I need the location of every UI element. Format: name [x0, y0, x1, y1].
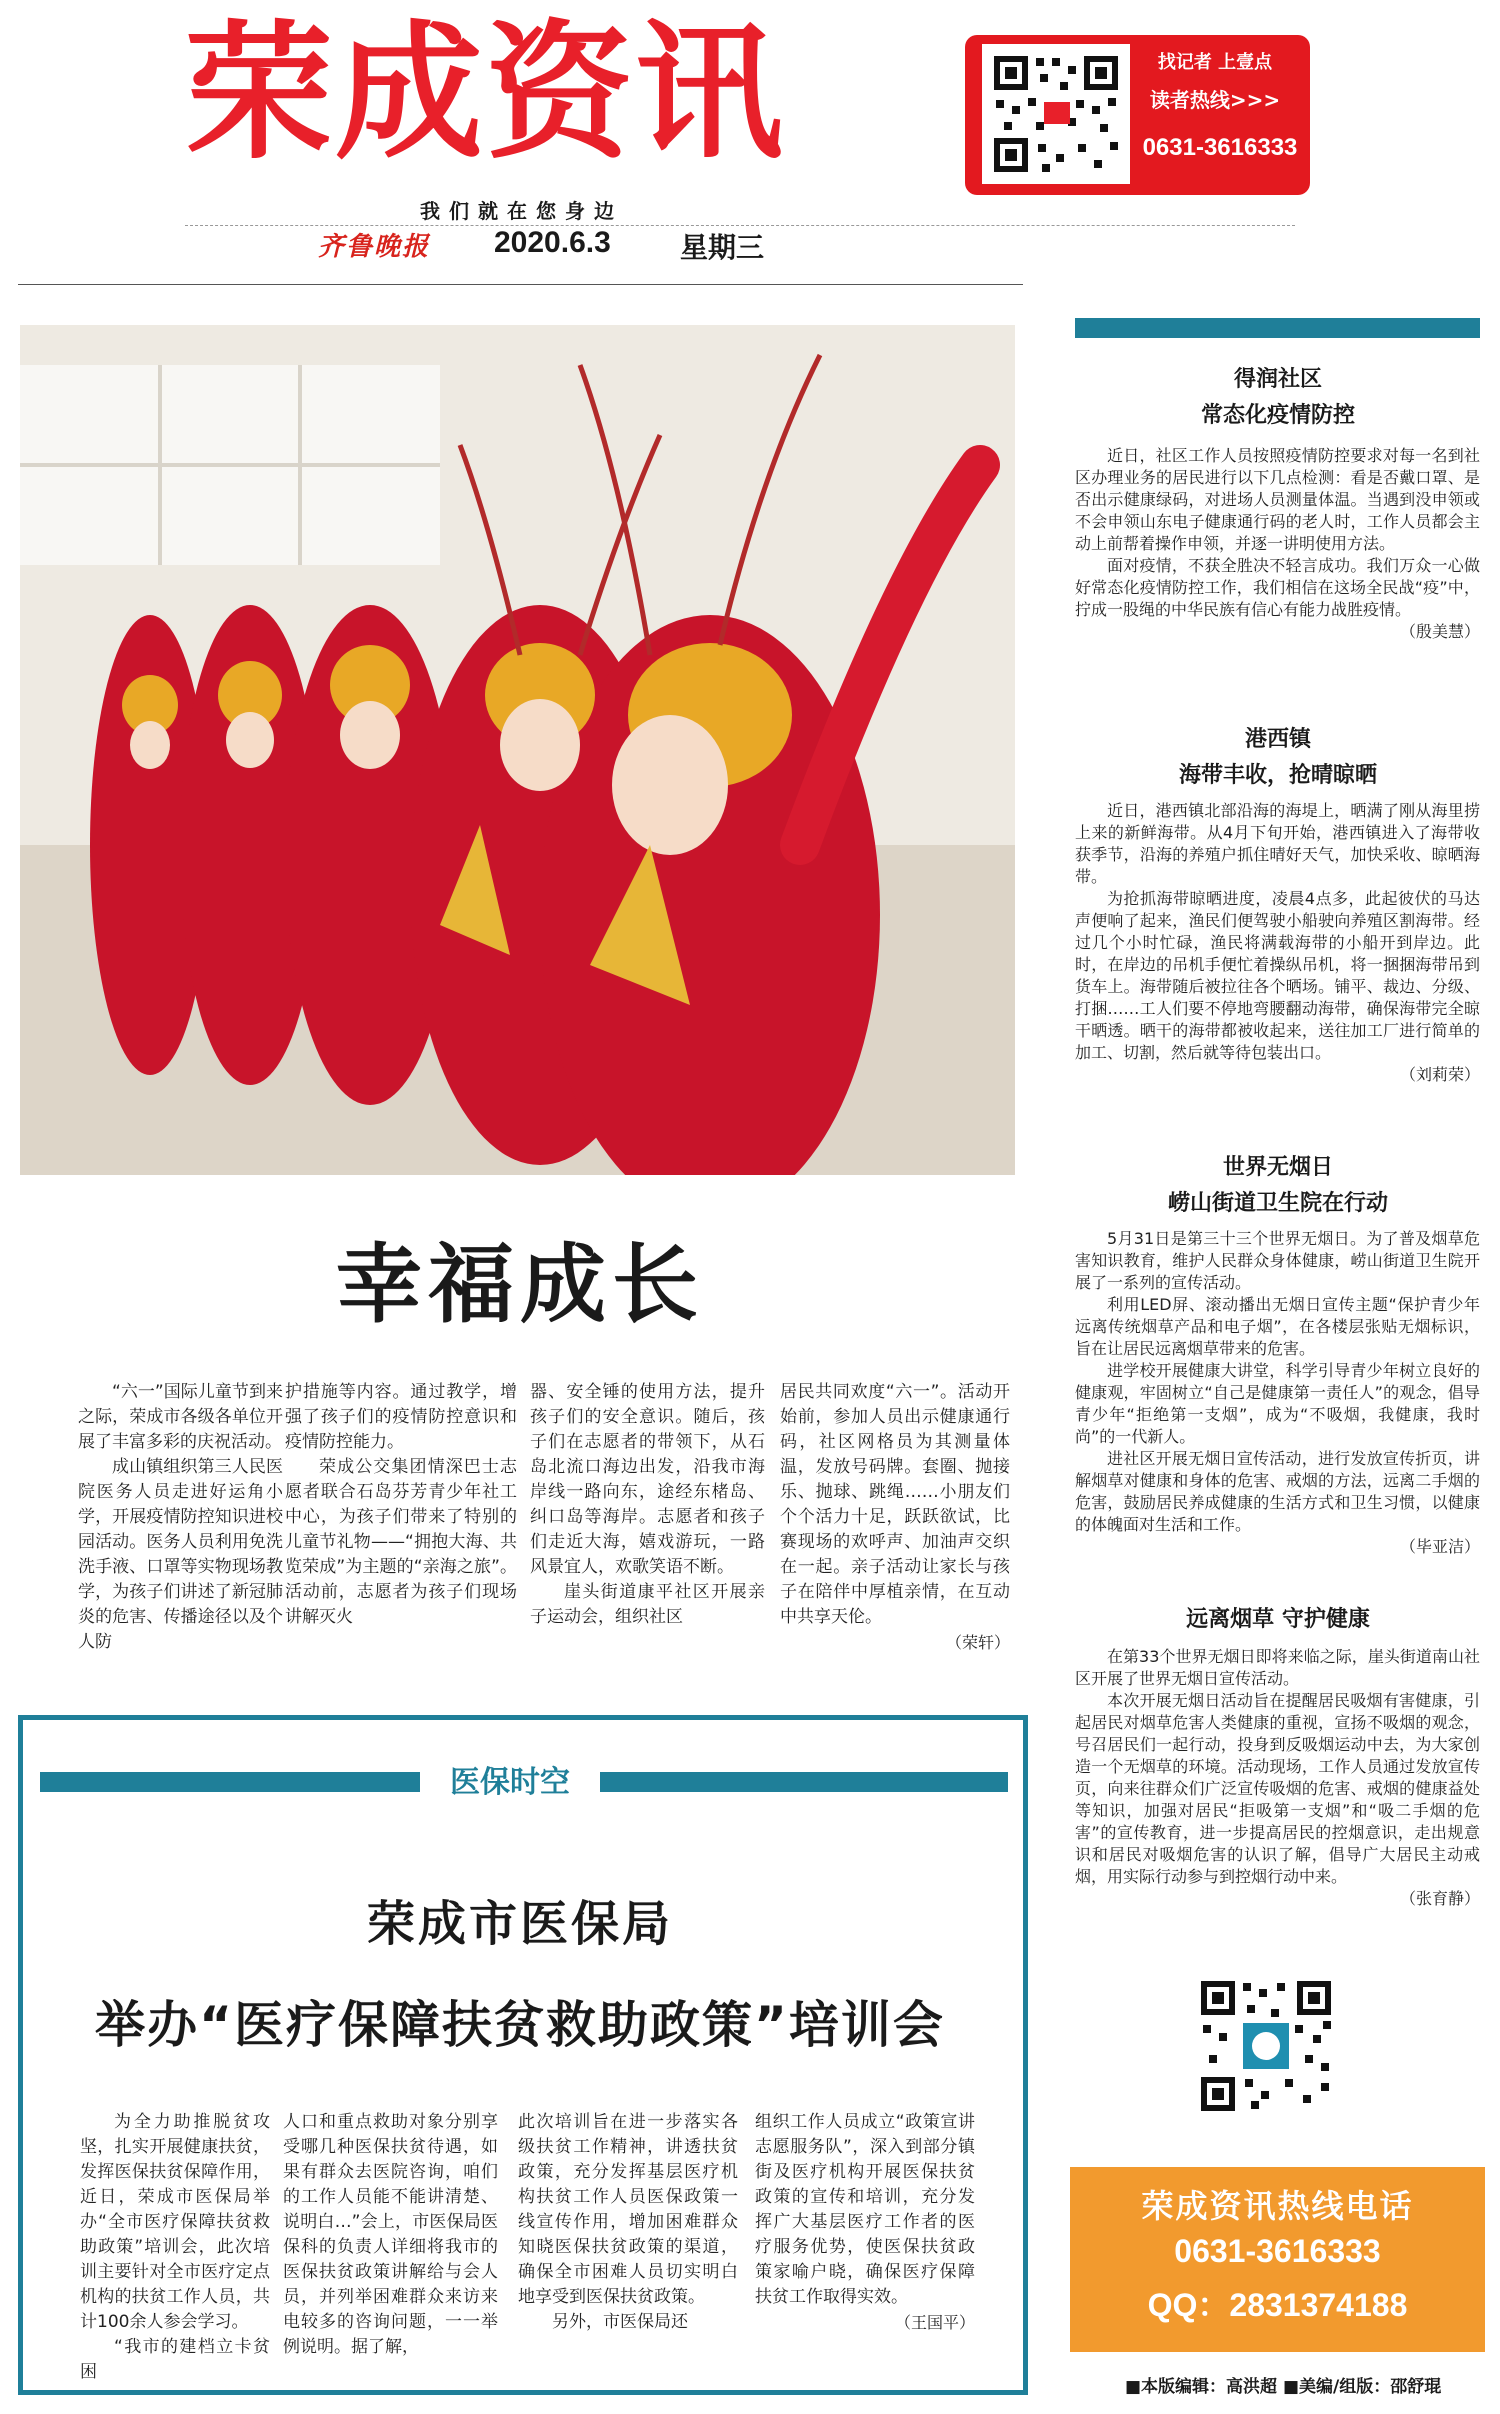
- section-divider: [18, 284, 1023, 285]
- yibao-col2-p1: 人口和重点救助对象分别享受哪几种医保扶贫待遇，如果有群众去医院咨询，咱们的工作人员能不能讲清楚、说明白…”会上，市医保局医保科的负责人详细将我市的医保扶贫政策讲解给与会人员，并列举困难群众来访来电较多的咨询问题，一一举例说明。据了解，: [283, 2112, 498, 2357]
- a2-headline-2: 海带丰收，抢晴晾晒: [1178, 763, 1377, 788]
- yibao-col3-p1: 此次培训旨在进一步落实各级扶贫工作精神，讲透扶贫政策，充分发挥基层医疗机构扶贫工作人员医保政策一线宣传作用，增加困难群众知晓医保扶贫政策的渠道，确保全市困难人员切实明白地享受到医保扶贫政策。: [518, 2112, 738, 2307]
- a1-byline: （殷美慧）: [1399, 622, 1480, 641]
- yibao-col2: [283, 2110, 498, 2360]
- a3-body: [1075, 1228, 1480, 1558]
- yibao-col3-p2: 另外，市医保局还: [552, 2312, 688, 2332]
- a2-p2: 为抢抓海带晾晒进度，凌晨4点多，此起彼伏的马达声便响了起来，渔民们便驾驶小船驶向养殖区割海带。经过几个小时忙碌，渔民将满载海带的小船开到岸边。此时，在岸边的吊机手便忙着操纵吊机，将一捆捆海带吊到货车上。海带随后被拉往各个晒场。铺平、裁边、分级、打捆……工人们要不停地弯腰翻动海带，确保海带完全晾干晒透。晒干的海带都被收起来，送往加工厂进行简单的加工、切割，然后就等待包装出口。: [1075, 889, 1480, 1062]
- main-article-col4: [780, 1380, 1010, 1680]
- a3-p1: 5月31日是第三十三个世界无烟日。为了普及烟草危害知识教育，维护人民群众身体健康，崂山街道卫生院开展了一系列的宣传活动。: [1075, 1229, 1480, 1292]
- paper-logo: 齐鲁晚报: [318, 232, 431, 262]
- a1-headline-2: 常态化疫情防控: [1200, 403, 1355, 428]
- a2-p1: 近日，港西镇北部沿海的海堤上，晒满了刚从海里捞上来的新鲜海带。从4月下旬开始，港西镇进入了海带收获季节，沿海的养殖户抓住晴好天气，加快采收、晾晒海带。: [1075, 801, 1480, 886]
- main-article-col3: [530, 1380, 765, 1680]
- masthead-slogan: 我们就在您身边: [420, 199, 623, 223]
- main-col2-p1: 护措施等内容。通过教学，增强了孩子们的疫情防控意识和疫情防控能力。: [285, 1382, 517, 1452]
- main-col2-p2: 荣成公交集团情深巴士志愿者联合石岛芬芳青少年社工中心，为孩子们带来了特别的儿童节礼物——“拥抱大海、共览荣成”为主题的“亲海之旅”。活动前，志愿者为孩子们现场讲解灭火: [285, 1457, 517, 1627]
- a3-byline: （毕亚洁）: [1399, 1537, 1480, 1556]
- card-reader-hotline: 读者热线>>>: [1149, 88, 1281, 112]
- a1-headline-1: 得润社区: [1233, 367, 1322, 392]
- a1-body: [1075, 445, 1480, 643]
- yibao-title-line1: 荣成市医保局: [366, 1896, 673, 1952]
- right-column-bar: [1075, 318, 1480, 338]
- yibao-byline: （王国平）: [894, 2313, 975, 2332]
- a4-body: [1075, 1646, 1480, 1910]
- main-article-col2: [285, 1380, 517, 1680]
- page-credits: ■本版编辑：高洪超 ■美编/组版：邵舒琨: [1125, 2377, 1442, 2397]
- a1-p1: 近日，社区工作人员按照疫情防控要求对每一名到社区办理业务的居民进行以下几点检测：看是否戴口罩、是否出示健康绿码，对进场人员测量体温。当遇到没申领或不会申领山东电子健康通行码的老人时，工作人员都会主动上前帮着操作申领，并逐一讲明使用方法。: [1075, 446, 1480, 553]
- issue-weekday: 星期三: [680, 231, 765, 264]
- a4-headline: 远离烟草 守护健康: [1186, 1607, 1370, 1632]
- a3-p2: 利用LED屏、滚动播出无烟日宣传主题“保护青少年远离传统烟草产品和电子烟”，在各楼层张贴无烟标识，旨在让居民远离烟草带来的危害。: [1075, 1295, 1480, 1358]
- hotline-phone[interactable]: 0631-3616333: [1174, 2233, 1381, 2269]
- a2-headline-1: 港西镇: [1244, 727, 1311, 752]
- a4-byline: （张育静）: [1399, 1889, 1480, 1908]
- main-headline: 幸福成长: [336, 1235, 704, 1335]
- main-col4-p1: 居民共同欢度“六一”。活动开始前，参加人员出示健康通行码，社区网格员为其测量体温，发放号码牌。套圈、抛接乐、抛球、跳绳……小朋友们个个活力十足，跃跃欲试，比赛现场的欢呼声、加油声交织在一起。亲子活动让家长与孩子在陪伴中厚植亲情，在互动中共享天伦。: [780, 1382, 1010, 1627]
- card-phone[interactable]: 0631-3616333: [1142, 134, 1298, 161]
- a2-byline: （刘莉荣）: [1399, 1065, 1480, 1084]
- main-article-col1: [78, 1380, 283, 1680]
- a2-body: [1075, 800, 1480, 1086]
- main-col1-p2: 成山镇组织第三人民医院医务人员走进好运角小学，开展疫情防控知识进校园活动。医务人员利用免洗洗手液、口罩等实物现场教学，为孩子们讲述了新冠肺炎的危害、传播途径以及个人防: [78, 1457, 283, 1652]
- issue-date: 2020.6.3: [494, 226, 611, 259]
- yibao-col4: [755, 2110, 975, 2335]
- yibao-title-line2: 举办“医疗保障扶贫救助政策”培训会: [95, 1996, 945, 2054]
- qr-code-icon[interactable]: [982, 44, 1130, 184]
- main-col1-p1: “六一”国际儿童节到来之际，荣成市各级各单位开展了丰富多彩的庆祝活动。: [78, 1382, 283, 1452]
- a3-headline-1: 世界无烟日: [1222, 1155, 1333, 1180]
- yibao-col4-p1: 组织工作人员成立“政策宣讲志愿服务队”，深入到部分镇街及医疗机构开展医保扶贫政策的宣传和培训，充分发挥广大基层医疗工作者的医疗服务优势，使医保扶贫政策家喻户晓，确保医疗保障扶贫工作取得实效。: [755, 2112, 975, 2307]
- a3-p4: 进社区开展无烟日宣传活动，进行发放宣传折页，讲解烟草对健康和身体的危害、戒烟的方法，远离二手烟的危害，鼓励居民养成健康的生活方式和卫生习惯，以健康的体魄面对生活和工作。: [1075, 1449, 1480, 1534]
- a4-p2: 本次开展无烟日活动旨在提醒居民吸烟有害健康，引起居民对烟草危害人类健康的重视，宣扬不吸烟的观念，号召居民们一起行动，投身到反吸烟运动中去，为大家创造一个无烟草的环境。活动现场，工作人员通过发放宣传页，向来往群众们广泛宣传吸烟的危害、戒烟的健康益处等知识，加强对居民“拒吸第一支烟”和“吸二手烟的危害”的宣传教育，进一步提高居民的控烟意识，走出规意识和居民对吸烟危害的认识了解，倡导广大居民主动戒烟，用实际行动参与到控烟行动中来。: [1075, 1691, 1480, 1886]
- children-opera-dance-photo: [20, 325, 1015, 1175]
- yibao-col3: [518, 2110, 738, 2335]
- main-col3-p1: 器、安全锤的使用方法，提升孩子们的安全意识。随后，孩子们在志愿者的带领下，从石岛北流口海边出发，沿我市海岸线一路向东，途经东楮岛、纠口岛等海岸。志愿者和孩子们走近大海，嬉戏游玩，一路风景宜人，欢歌笑语不断。: [530, 1382, 765, 1577]
- a3-p3: 进学校开展健康大讲堂，科学引导青少年树立良好的健康观，牢固树立“自己是健康第一责任人”的观念，倡导青少年“拒绝第一支烟”，成为“不吸烟，我健康，我时尚”的一代新人。: [1075, 1361, 1480, 1446]
- hotline-title: 荣成资讯热线电话: [1141, 2187, 1414, 2225]
- card-slogan: 找记者 上壹点: [1157, 52, 1273, 73]
- yibao-col1: [80, 2110, 270, 2385]
- a3-headline-2: 崂山街道卫生院在行动: [1167, 1191, 1388, 1216]
- masthead-title: 荣成资讯: [185, 7, 785, 179]
- main-col3-p2: 崖头街道康平社区开展亲子运动会，组织社区: [530, 1582, 765, 1627]
- yibao-col1-p2: “我市的建档立卡贫困: [80, 2337, 270, 2382]
- qr-code-icon[interactable]: [1195, 1975, 1337, 2117]
- a4-p1: 在第33个世界无烟日即将来临之际，崖头街道南山社区开展了世界无烟日宣传活动。: [1075, 1647, 1480, 1688]
- main-byline: （荣轩）: [945, 1633, 1010, 1652]
- yibao-col1-p1: 为全力助推脱贫攻坚，扎实开展健康扶贫，发挥医保扶贫保障作用，近日，荣成市医保局举办“全市医疗保障扶贫救助政策”培训会，此次培训主要针对全市医疗定点机构的扶贫工作人员，共计100余人参会学习。: [80, 2112, 270, 2332]
- a1-p2: 面对疫情，不获全胜决不轻言成功。我们万众一心做好常态化疫情防控工作，我们相信在这场全民战“疫”中，拧成一股绳的中华民族有信心有能力战胜疫情。: [1075, 556, 1480, 619]
- hotline-qq[interactable]: QQ：2831374188: [1147, 2287, 1408, 2323]
- yibao-section-label: 医保时空: [420, 1752, 600, 1814]
